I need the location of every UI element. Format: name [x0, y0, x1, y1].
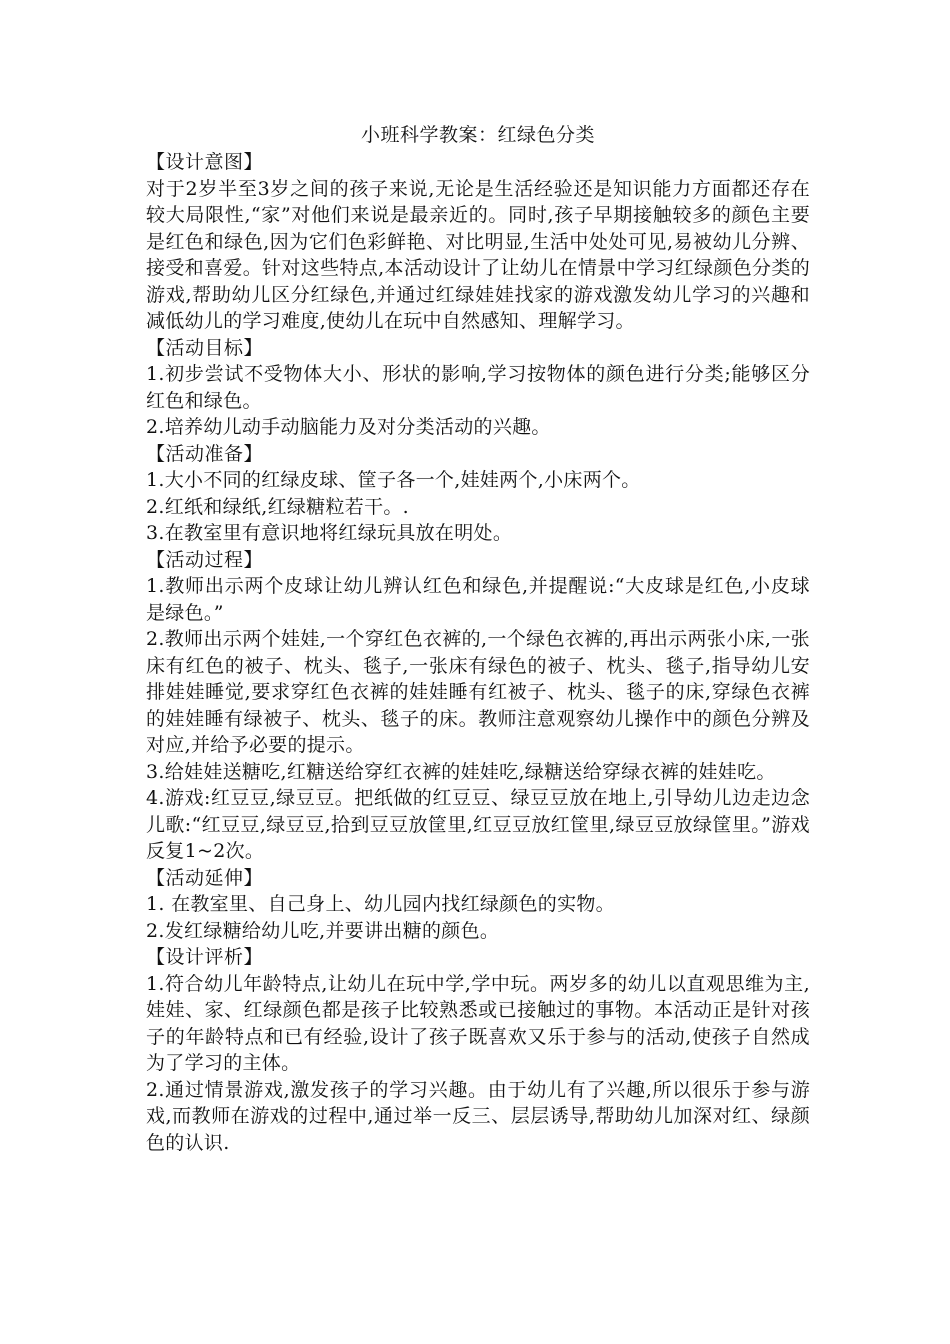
section-paragraph: 2.教师出示两个娃娃,一个穿红色衣裤的,一个绿色衣裤的,再出示两张小床,一张床有红色的被子、枕头、毯子,一张床有绿色的被子、枕头、毯子,指导幼儿安排娃娃睡觉,要求穿红色衣裤的娃娃睡有红被子、枕头、毯子的床,穿绿色衣裤的娃娃睡有绿被子、枕头、毯子的床。教师注意观察幼儿操作中的颜色分辨及对应,并给予必要的提示。: [146, 628, 810, 756]
section-paragraph: 1.教师出示两个皮球让幼儿辨认红色和绿色,并提醒说:“大皮球是红色,小皮球是绿色。”: [146, 575, 810, 624]
section-paragraph: 2.培养幼儿动手动脑能力及对分类活动的兴趣。: [146, 416, 551, 438]
section-paragraph: 1.符合幼儿年龄特点,让幼儿在玩中学,学中玩。两岁多的幼儿以直观思维为主,娃娃、家、红绿颜色都是孩子比较熟悉或已接触过的事物。本活动正是针对孩子的年龄特点和已有经验,设计了孩子既喜欢又乐于参与的活动,使孩子自然成为了学习的主体。: [146, 972, 810, 1074]
section-paragraph: 4.游戏:红豆豆,绿豆豆。把纸做的红豆豆、绿豆豆放在地上,引导幼儿边走边念儿歌:“红豆豆,绿豆豆,拾到豆豆放筐里,红豆豆放红筐里,绿豆豆放绿筐里。”游戏反复1~2次。: [146, 787, 810, 862]
section-heading: 【活动延伸】: [146, 866, 264, 889]
section-heading: 【活动准备】: [146, 442, 264, 465]
document-body: [146, 149, 810, 1156]
section-heading: 【设计评析】: [146, 946, 264, 968]
section-paragraph: 1.大小不同的红绿皮球、筐子各一个,娃娃两个,小床两个。: [146, 469, 641, 491]
section-paragraph: 1. 在教室里、自己身上、幼儿园内找红绿颜色的实物。: [146, 893, 615, 915]
section-heading: 【活动目标】: [146, 336, 264, 359]
section-heading: 【设计意图】: [146, 151, 264, 173]
section-paragraph: 1.初步尝试不受物体大小、形状的影响,学习按物体的颜色进行分类;能够区分红色和绿色。: [146, 363, 810, 412]
document-page: [146, 121, 810, 1156]
section-paragraph: 对于2岁半至3岁之间的孩子来说,无论是生活经验还是知识能力方面都还存在较大局限性,“家”对他们来说是最亲近的。同时,孩子早期接触较多的颜色主要是红色和绿色,因为它们色彩鲜艳、对比明显,生活中处处可见,易被幼儿分辨、接受和喜爱。针对这些特点,本活动设计了让幼儿在情景中学习红绿颜色分类的游戏,帮助幼儿区分红绿色,并通过红绿娃娃找家的游戏激发幼儿学习的兴趣和减低幼儿的学习难度,使幼儿在玩中自然感知、理解学习。: [146, 177, 810, 332]
document-title: 小班科学教案：红绿色分类: [360, 124, 595, 146]
section-paragraph: 3.给娃娃送糖吃,红糖送给穿红衣裤的娃娃吃,绿糖送给穿绿衣裤的娃娃吃。: [146, 760, 776, 783]
section-heading: 【活动过程】: [146, 548, 264, 571]
section-paragraph: 2.通过情景游戏,激发孩子的学习兴趣。由于幼儿有了兴趣,所以很乐于参与游戏,而教师在游戏的过程中,通过举一反三、层层诱导,帮助幼儿加深对红、绿颜色的认识.: [146, 1078, 810, 1154]
section-paragraph: 2.红纸和绿纸,红绿糖粒若干。.: [146, 495, 410, 518]
section-paragraph: 3.在教室里有意识地将红绿玩具放在明处。: [146, 522, 513, 544]
section-paragraph: 2.发红绿糖给幼儿吃,并要讲出糖的颜色。: [146, 919, 500, 942]
